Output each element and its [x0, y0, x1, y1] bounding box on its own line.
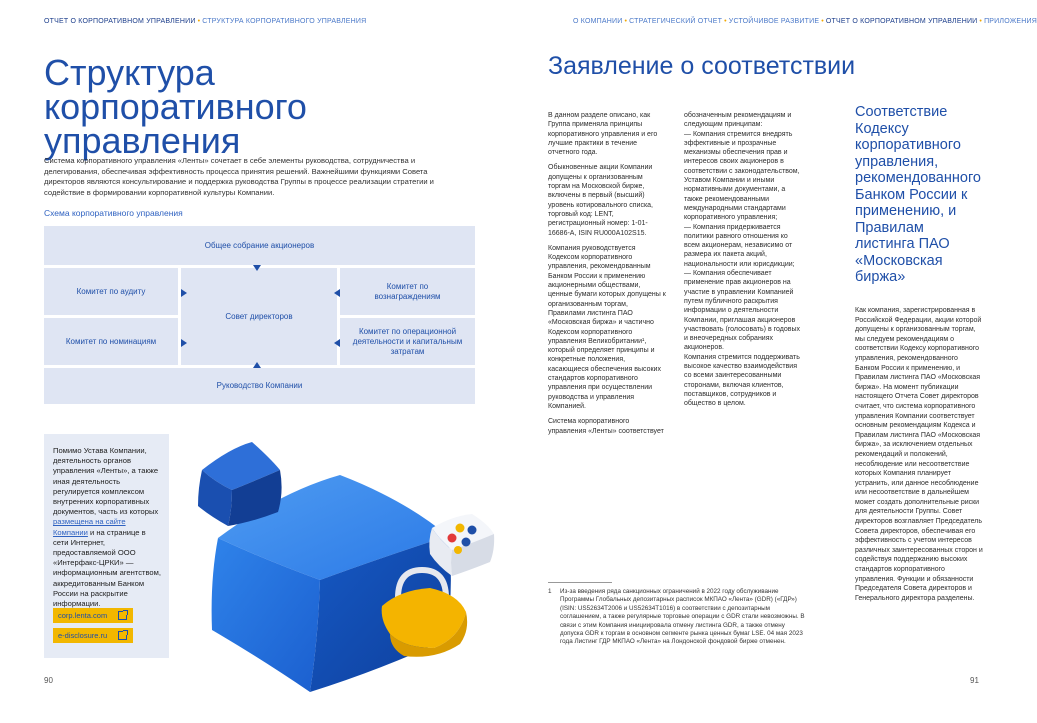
col2-list-item: — Компания придерживается политики равного отношения ко всем акционерам, независимо от размера их пакета акций, национальности или юрисдикции;	[684, 223, 795, 268]
sidebar-text	[53, 446, 161, 609]
disclosure-button[interactable]	[53, 628, 133, 643]
compliance-text: Как компания, зарегистрированная в Российской Федерации, акции которой допущены к организованным торгам, мы следуем рекомендациям о соответствии Кодексу корпоративного управления, рекомендованного Банком России к применению, и Правилам листинга ПАО «Московская биржа». На момент публикации настоящего Отчета Совет директоров считает, что система корпоративного управления Компании соответствует основным рекомендациям Кодекса и Правилам листинга ПАО «Московская биржа», за исключением отдельных рекомендаций и положений, несоблюдение или несоответствие которых Компания планирует устранить, или данное несоблюдение или несоответствие в дальнейшем может создать дополнительные риски для деятельности Группы. Совет директоров возглавляет Председатель Совета директоров, обеспечивая его эффективность с учетом интересов различных заинтересованных сторон и содействуя поддержанию высоких стандартов корпоративного управления. Функции и обязанности Председателя Совета директоров и Генерального директора разделены.	[855, 307, 983, 602]
arrow-left-audit	[181, 289, 187, 297]
box-operations-label: Комитет по операционной деятельности и капитальным затратам	[352, 326, 463, 356]
col1-paragraph: В данном разделе описано, как Группа применяла принципы корпоративного управления и его лучшие практики в течение отчетного года.	[548, 112, 658, 157]
col1-paragraph: Система корпоративного управления «Ленты» соответствует	[548, 418, 664, 435]
external-link-icon	[118, 611, 127, 620]
page-number-left: 90	[44, 676, 53, 685]
page-number-right: 91	[970, 676, 979, 685]
disclosure-button-label: e-disclosure.ru	[58, 631, 108, 640]
sidebar-text-after: и на странице в сети Интернет, предоставляемой ООО «Интерфакс-ЦРКИ» — информационным агентством, аккредитованным Банком России на раскрытие информации.	[53, 527, 161, 609]
box-board-label: Совет директоров	[225, 311, 293, 321]
nav-item-company[interactable]: О КОМПАНИИ	[573, 18, 623, 25]
col2-lead: обозначенным рекомендациям и следующим принципам:	[684, 112, 792, 129]
external-link-icon	[118, 631, 127, 640]
corp-site-button-label: corp.lenta.com	[58, 611, 108, 620]
footnote-text: Из-за введения ряда санкционных ограничений в 2022 году обслуживание Программы Глобальных депозитарных расписок МКПАО «Лента» (GDR) («ГДР») (ISIN: US52634T2006 и US52634T1016) в соответствии с депозитарным соглашением, а также регулярные торговые операции с GDR стали невозможны. В связи с этим Компания инициировала отмену листинга GDR, а также отмену допуска GDR к торгам в основном сегменте рынка ценных бумаг LSE. 04 мая 2023 года Листинг ГДР МКПАО «Лента» на Лондонской фондовой бирже отменен.	[560, 588, 805, 646]
text-column-2	[684, 111, 804, 409]
arrow-up-management	[253, 362, 261, 368]
nav-item-governance[interactable]: ОТЧЕТ О КОРПОРАТИВНОМ УПРАВЛЕНИИ	[825, 18, 978, 25]
small-cube	[198, 442, 282, 526]
schema-arrows	[44, 226, 476, 406]
col2-closing: Компания стремится поддерживать высокое качество взаимодействия со всеми заинтересованными сторонами, включая клиентов, поставщиков, сотрудников и общество в целом.	[684, 353, 800, 408]
col2-list-item: — Компания стремится внедрять эффективные и прозрачные механизмы обеспечения прав и интересов своих акционеров в соответствии с законодательством, Уставом Компании и иными нормативными документами, а также рекомендованными международными стандартами корпоративного управления;	[684, 130, 800, 222]
footnote-marker: 1	[548, 588, 552, 595]
arrow-right-remuneration	[334, 289, 340, 297]
arrow-right-operations	[334, 339, 340, 347]
breadcrumb-section[interactable]: ОТЧЕТ О КОРПОРАТИВНОМ УПРАВЛЕНИИ	[44, 18, 196, 25]
nav-item-sustainability[interactable]: УСТОЙЧИВОЕ РАЗВИТИЕ	[728, 18, 820, 25]
footnote-divider	[548, 582, 612, 583]
section-title: Заявление о соответствии	[548, 52, 856, 80]
inflatable-cubes-illustration	[190, 430, 500, 700]
company-site-link[interactable]: размещена на сайте Компании	[53, 517, 126, 537]
col1-paragraph: Компания руководствуется Кодексом корпоративного управления, рекомендованным Банком России к применению акционерными обществами, ценные бумаги которых допущены к организованным торгам, Правилами листинга ПАО «Московская биржа» и частично Кодексом корпоративного управления Великобритании¹, который определяет принципы и конкретные положения, касающиеся обеспечения высоких стандартов корпоративного управления при осуществлении руководства и управления Компанией.	[548, 244, 666, 410]
box-remuneration-label: Комитет по вознаграждениям	[374, 281, 441, 301]
col1-paragraph: Обыкновенные акции Компании допущены к организованным торгам на Московской бирже, включены в первый (высший) уровень котировального списка, торговый код: LENT, регистрационный номер: 1-01-16686-A, ISIN RU000A102S15.	[548, 164, 653, 237]
page-title: Структура корпоративного управления	[44, 52, 307, 161]
box-management-label: Руководство Компании	[216, 381, 303, 390]
breadcrumb-subsection[interactable]: СТРУКТУРА КОРПОРАТИВНОГО УПРАВЛЕНИЯ	[202, 18, 367, 25]
intro-paragraph: Система корпоративного управления «Ленты» сочетает в себе элементы руководства, сотрудничества и делегирования, обеспечивая эффективность процесса принятия решений. Важнейшими функциями Совета директоров являются консультирование и поддержка руководства Группы в процессе реализации стратегии и содействие в формировании корпоративной культуры Компании.	[44, 156, 434, 197]
box-shareholders-label: Общее собрание акционеров	[204, 240, 315, 250]
box-audit-label: Комитет по аудиту	[76, 286, 146, 296]
compliance-heading: Соответствие Кодексу корпоративного управления, рекомендованного Банком России к применению, и Правилам листинга ПАО «Московская биржа»	[855, 104, 981, 285]
nav-item-appendices[interactable]: ПРИЛОЖЕНИЯ	[984, 18, 1037, 25]
col2-list-item: — Компания обеспечивает применение прав акционеров на участие в управлении Компанией путем публичного раскрытия информации о деятельности Компании, приглашая акционеров участвовать (голосовать) в годовых и внеочередных собраниях акционеров.	[684, 270, 800, 352]
schema-title: Схема корпоративного управления	[44, 208, 183, 218]
left-breadcrumb: ОТЧЕТ О КОРПОРАТИВНОМ УПРАВЛЕНИИ • СТРУКТУРА КОРПОРАТИВНОГО УПРАВЛЕНИЯ	[44, 18, 367, 25]
top-navigation: О КОМПАНИИ • СТРАТЕГИЧЕСКИЙ ОТЧЕТ • УСТОЙЧИВОЕ РАЗВИТИЕ • ОТЧЕТ О КОРПОРАТИВНОМ УПРАВЛЕНИИ • ПРИЛОЖЕНИЯ	[573, 18, 1037, 25]
text-column-1	[548, 111, 666, 442]
nav-item-strategic-report[interactable]: СТРАТЕГИЧЕСКИЙ ОТЧЕТ	[629, 18, 723, 25]
box-nominations-label: Комитет по номинациям	[65, 336, 157, 346]
arrow-left-nominations	[181, 339, 187, 347]
corp-site-button[interactable]	[53, 608, 133, 623]
arrow-down-shareholders	[253, 265, 261, 271]
sidebar-text-before: Помимо Устава Компании, деятельность органов управления «Ленты», а также иная деятельность регулируется комплексом внутренних корпоративных документов, часть из которых	[53, 446, 159, 517]
